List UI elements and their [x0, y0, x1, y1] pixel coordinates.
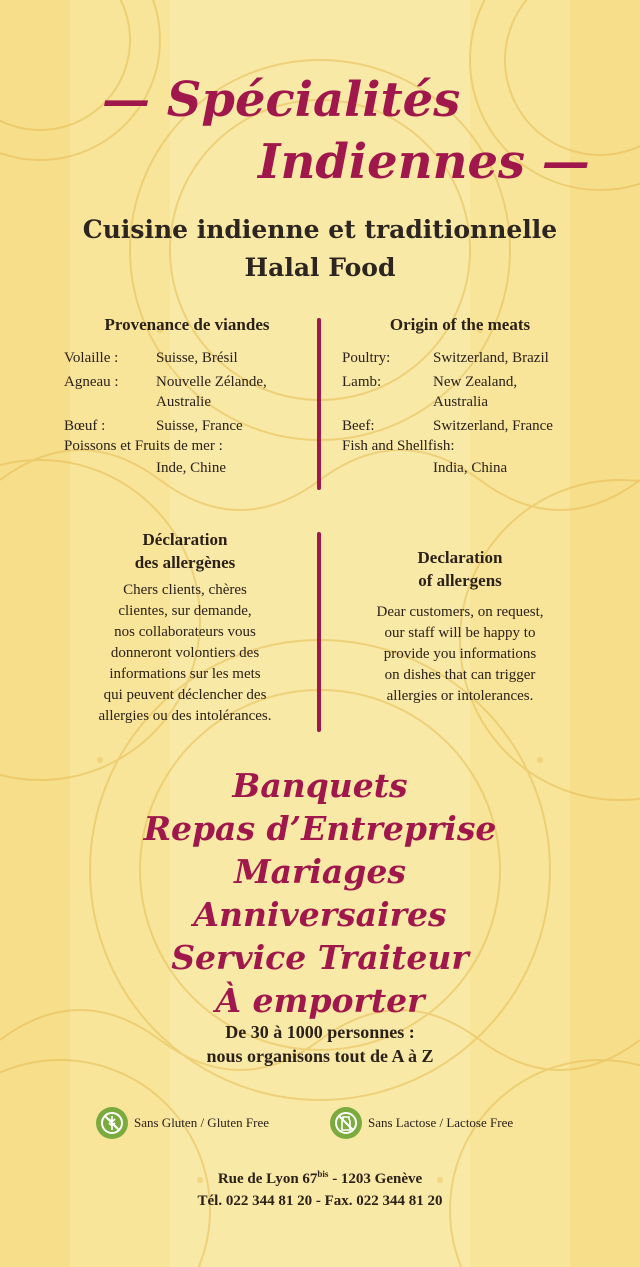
service-item: Banquets	[232, 766, 408, 805]
meat-row	[342, 416, 602, 436]
meat-row	[64, 416, 314, 436]
meat-row	[64, 436, 314, 456]
address-block	[0, 1163, 640, 1212]
meat-row	[342, 436, 602, 456]
capacity-line-2: nous organisons tout de A à Z	[206, 1046, 434, 1066]
street-suffix-bis: bis	[317, 1169, 329, 1179]
allergens-fr-title: Déclaration des allergènes	[134, 530, 236, 572]
meats-fr-list	[64, 348, 314, 478]
service-item: Repas d’Entreprise	[143, 809, 497, 848]
meat-label: Lamb:	[342, 374, 382, 390]
gluten-free-label: Sans Gluten / Gluten Free	[134, 1115, 270, 1130]
lactose-free-badge	[330, 1107, 513, 1139]
phone-fax: Tél. 022 344 81 20 - Fax. 022 344 81 20	[197, 1193, 443, 1209]
service-item: Anniversaires	[193, 895, 447, 934]
meat-label: Bœuf :	[64, 418, 106, 434]
gluten-free-badge	[96, 1107, 269, 1139]
meat-value: Switzerland, France	[433, 418, 553, 434]
allergens-en	[335, 546, 585, 707]
street-name: Rue de Lyon 67	[217, 1171, 318, 1187]
postal-city: - 1203 Genève	[328, 1171, 423, 1187]
meat-row	[64, 372, 314, 416]
lactose-free-label: Sans Lactose / Lactose Free	[368, 1115, 514, 1130]
divider-line-meats	[317, 318, 321, 490]
title-line-1: — Spécialités	[102, 72, 461, 128]
meat-row	[342, 458, 602, 478]
subtitle-halal: Halal Food	[244, 253, 396, 282]
meat-label: Volaille :	[64, 350, 119, 366]
allergens-en-title: Declaration of allergens	[417, 548, 503, 590]
meat-label: Agneau :	[64, 374, 119, 390]
meats-en-list	[342, 348, 602, 478]
meat-label: Poultry:	[342, 350, 391, 366]
meat-value: Switzerland, Brazil	[433, 350, 549, 366]
meat-label: Beef:	[342, 418, 375, 434]
services-list	[0, 764, 640, 1022]
meat-row	[342, 348, 602, 368]
capacity-text	[0, 1020, 640, 1068]
gluten-free-icon	[96, 1107, 128, 1139]
capacity-line-1: De 30 à 1000 personnes :	[225, 1022, 415, 1042]
allergens-fr	[60, 528, 310, 727]
meats-fr-heading: Provenance de viandes	[104, 315, 270, 334]
meat-value: New Zealand, Australia	[433, 374, 518, 410]
divider-line-allergens	[317, 532, 321, 732]
meat-row	[64, 348, 314, 368]
meat-value: Suisse, Brésil	[156, 350, 238, 366]
meat-value: Nouvelle Zélande, Australie	[156, 374, 267, 410]
service-item: À emporter	[215, 981, 425, 1020]
meat-row	[342, 372, 602, 416]
lactose-free-icon	[330, 1107, 362, 1139]
meat-value: India, China	[433, 460, 508, 476]
service-item: Service Traiteur	[171, 938, 469, 977]
allergens-en-text: Dear customers, on request, our staff will be happy to provide you informations on dishes that can trigger allergies or intolerances.	[376, 604, 544, 704]
meats-en-heading: Origin of the meats	[389, 315, 531, 334]
meat-row	[64, 458, 314, 478]
meat-label: Fish and Shellfish:	[342, 438, 455, 454]
meat-value: Suisse, France	[156, 418, 243, 434]
allergens-fr-text: Chers clients, chères clientes, sur demande, nos collaborateurs vous donneront volontiers des informations sur les mets qui peuvent déclencher des allergies ou des intolérances.	[98, 582, 272, 724]
meat-label: Poissons et Fruits de mer :	[64, 438, 223, 454]
street-address	[0, 1163, 640, 1190]
title-line-2: Indiennes —	[258, 134, 590, 190]
meat-value: Inde, Chine	[156, 460, 226, 476]
subtitle-cuisine: Cuisine indienne et traditionnelle	[82, 215, 558, 244]
service-item: Mariages	[234, 852, 406, 891]
